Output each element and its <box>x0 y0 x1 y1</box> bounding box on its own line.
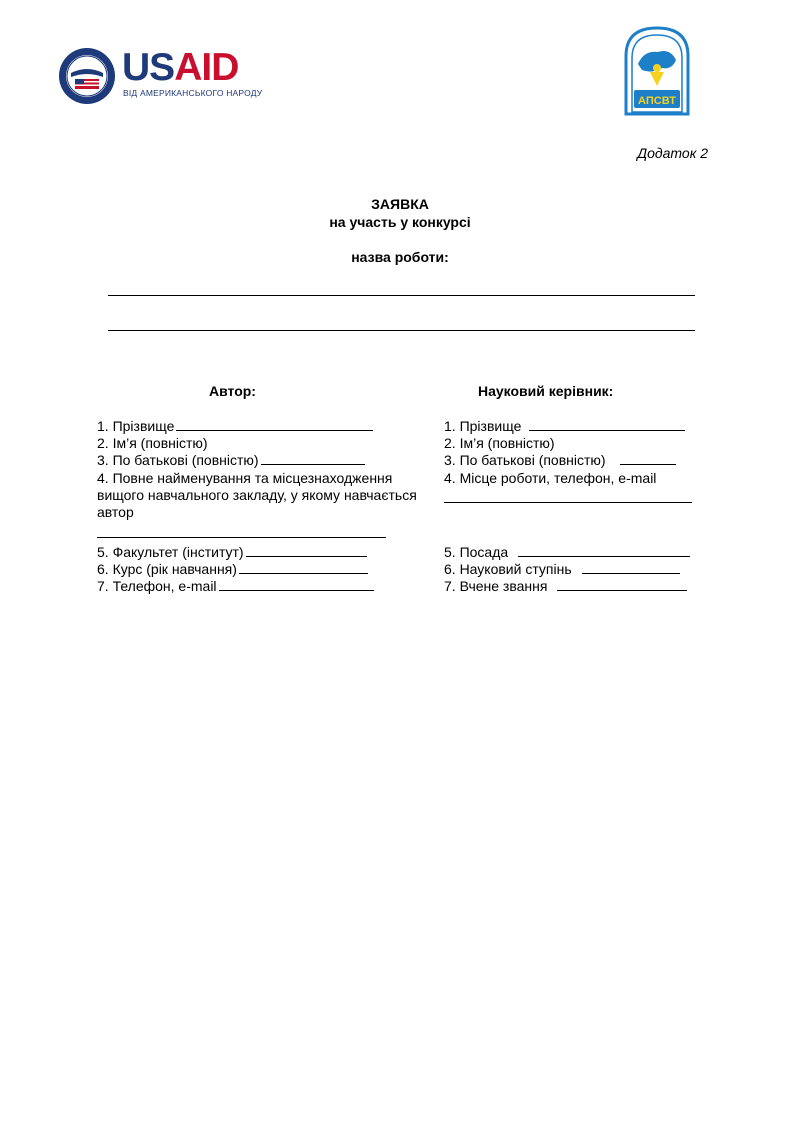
author-surname-label: 1. Прізвище <box>97 418 175 434</box>
apsvt-emblem-icon <box>622 24 692 116</box>
supervisor-patronymic-blank[interactable] <box>620 452 676 465</box>
author-institution-blank[interactable] <box>97 537 386 538</box>
supervisor-surname-field[interactable] <box>444 418 685 435</box>
supervisor-surname-label: 1. Прізвище <box>444 418 522 434</box>
author-faculty-field[interactable] <box>97 544 367 561</box>
supervisor-degree-field[interactable] <box>444 561 680 578</box>
supervisor-title-field[interactable] <box>444 578 687 595</box>
author-contact-field[interactable] <box>97 578 374 595</box>
work-title-line-1[interactable] <box>108 295 695 296</box>
supervisor-position-field[interactable] <box>444 544 690 561</box>
supervisor-surname-blank[interactable] <box>529 418 685 431</box>
supervisor-workplace-field[interactable] <box>444 470 656 487</box>
supervisor-degree-blank[interactable] <box>582 561 680 574</box>
supervisor-position-blank[interactable] <box>518 544 690 557</box>
author-patronymic-label: 3. По батькові (повністю) <box>97 452 259 468</box>
author-contact-blank[interactable] <box>219 578 374 591</box>
form-subtitle: на участь у конкурсі <box>329 214 471 230</box>
usaid-logo <box>58 45 263 107</box>
supervisor-heading: Науковий керівник: <box>478 383 614 399</box>
author-course-label: 6. Курс (рік навчання) <box>97 561 237 577</box>
author-patronymic-blank[interactable] <box>261 452 365 465</box>
usaid-wordmark <box>122 48 238 88</box>
supervisor-title-blank[interactable] <box>557 578 687 591</box>
usaid-tagline: ВІД АМЕРИКАНСЬКОГО НАРОДУ <box>123 88 263 98</box>
author-institution-label: 4. Повне найменування та місцезнаходження вищого навчального закладу, у якому навчається автор <box>97 470 417 520</box>
supervisor-name-field[interactable] <box>444 435 555 452</box>
author-heading: Автор: <box>209 383 256 399</box>
form-title: ЗАЯВКА <box>371 196 429 212</box>
addendum-label: Додаток 2 <box>637 145 708 161</box>
author-patronymic-field[interactable] <box>97 452 365 469</box>
author-faculty-label: 5. Факультет (інститут) <box>97 544 244 560</box>
supervisor-position-label: 5. Посада <box>444 544 509 560</box>
author-contact-label: 7. Телефон, e-mail <box>97 578 217 594</box>
usaid-seal-icon <box>58 47 116 105</box>
supervisor-name-label: 2. Ім’я (повністю) <box>444 435 555 451</box>
author-name-field[interactable] <box>97 435 208 452</box>
usaid-us-text: US <box>122 46 175 89</box>
author-institution-field[interactable] <box>97 470 427 521</box>
supervisor-title-label: 7. Вчене звання <box>444 578 548 594</box>
author-surname-blank[interactable] <box>176 418 373 431</box>
author-course-blank[interactable] <box>239 561 368 574</box>
supervisor-degree-label: 6. Науковий ступінь <box>444 561 572 577</box>
apsvt-label: АПСВТ <box>638 95 676 107</box>
author-surname-field[interactable] <box>97 418 373 435</box>
supervisor-patronymic-field[interactable] <box>444 452 676 469</box>
supervisor-workplace-label: 4. Місце роботи, телефон, e-mail <box>444 470 657 486</box>
author-course-field[interactable] <box>97 561 368 578</box>
supervisor-workplace-blank[interactable] <box>444 502 692 503</box>
usaid-aid-text: AID <box>174 46 239 89</box>
work-title-label: назва роботи: <box>351 249 449 265</box>
work-title-line-2[interactable] <box>108 330 695 331</box>
author-faculty-blank[interactable] <box>246 544 367 557</box>
supervisor-patronymic-label: 3. По батькові (повністю) <box>444 452 606 468</box>
author-name-label: 2. Ім’я (повністю) <box>97 435 208 451</box>
